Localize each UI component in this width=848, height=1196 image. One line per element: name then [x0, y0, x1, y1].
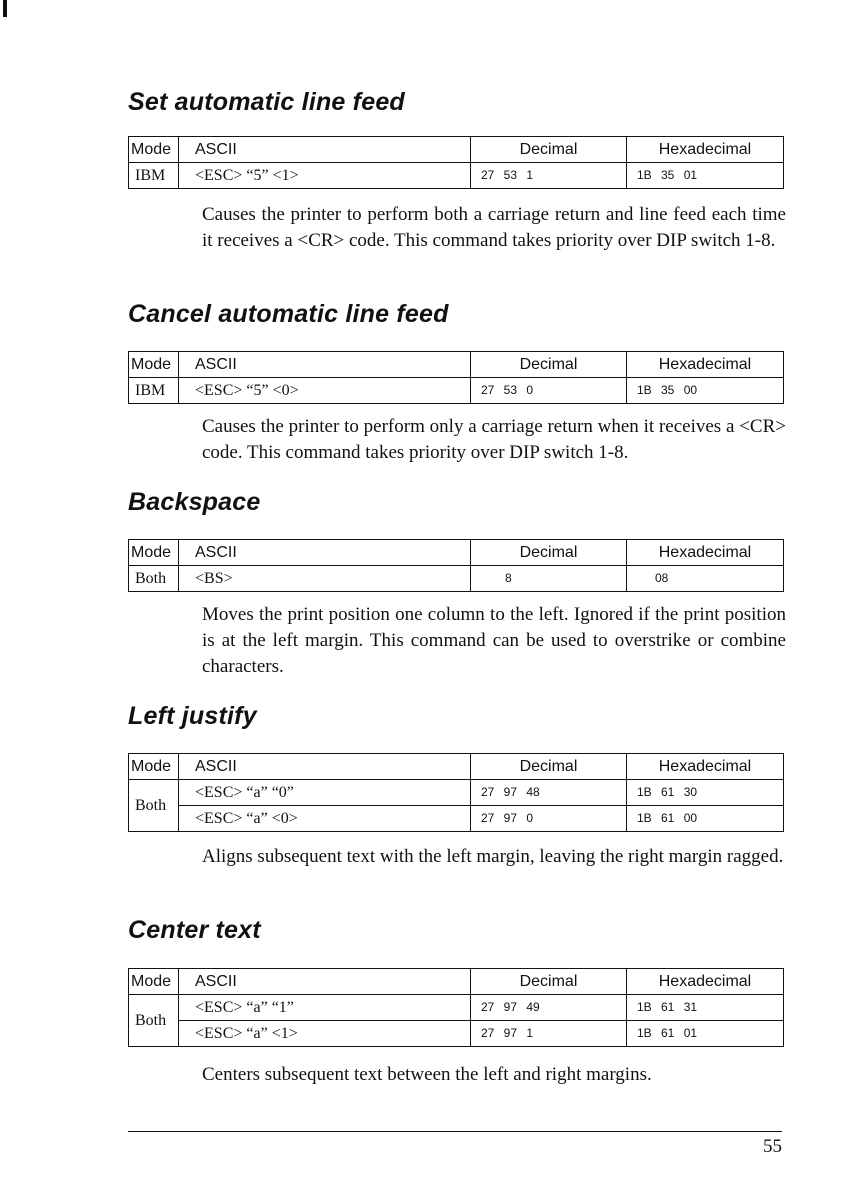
header-ascii: ASCII: [179, 754, 471, 780]
header-mode: Mode: [129, 352, 179, 378]
mode-cell: Both: [129, 566, 179, 592]
decimal-cell: 8: [471, 566, 627, 592]
header-mode: Mode: [129, 969, 179, 995]
header-mode: Mode: [129, 137, 179, 163]
ascii-cell: <ESC> “a” <0>: [179, 806, 471, 832]
table-row: [129, 995, 784, 1021]
section-heading: Left justify: [128, 702, 257, 730]
header-mode: Mode: [129, 540, 179, 566]
command-table: [128, 351, 784, 404]
command-table: [128, 539, 784, 592]
table-row: [129, 163, 784, 189]
ascii-cell: <BS>: [179, 566, 471, 592]
decimal-cell: 27 97 0: [471, 806, 627, 832]
table-header-row: [129, 969, 784, 995]
table-row: [129, 780, 784, 806]
command-table: [128, 136, 784, 189]
header-ascii: ASCII: [179, 540, 471, 566]
decimal-cell: 27 97 49: [471, 995, 627, 1021]
table-header-row: [129, 137, 784, 163]
hex-cell: 1B 61 01: [627, 1021, 784, 1047]
mode-cell: Both: [129, 995, 179, 1047]
mode-cell: IBM: [129, 378, 179, 404]
hex-cell: 1B 35 01: [627, 163, 784, 189]
section-backspace: [128, 486, 786, 677]
header-hex: Hexadecimal: [627, 137, 784, 163]
section-left-justify: [128, 700, 784, 867]
section-heading: Cancel automatic line feed: [128, 300, 449, 328]
table-header-row: [129, 352, 784, 378]
ascii-cell: <ESC> “5” <0>: [179, 378, 471, 404]
header-ascii: ASCII: [179, 969, 471, 995]
section-center-text: [128, 914, 784, 1085]
header-decimal: Decimal: [471, 137, 627, 163]
footer-rule: [128, 1131, 782, 1132]
header-decimal: Decimal: [471, 352, 627, 378]
header-decimal: Decimal: [471, 969, 627, 995]
section-heading: Center text: [128, 916, 261, 944]
header-hex: Hexadecimal: [627, 540, 784, 566]
command-table: [128, 968, 784, 1047]
ascii-cell: <ESC> “a” “0”: [179, 780, 471, 806]
table-header-row: [129, 540, 784, 566]
mode-cell: IBM: [129, 163, 179, 189]
header-mode: Mode: [129, 754, 179, 780]
section-description: Moves the print position one column to the left. Ignored if the print position is at the left margin. This command can be used to overstrike or combine characters.: [202, 604, 786, 677]
section-description: Aligns subsequent text with the left margin, leaving the right margin ragged.: [202, 846, 784, 867]
mode-cell: Both: [129, 780, 179, 832]
table-row: [129, 1021, 784, 1047]
ascii-cell: <ESC> “a” <1>: [179, 1021, 471, 1047]
header-hex: Hexadecimal: [627, 352, 784, 378]
section-description: Causes the printer to perform both a carriage return and line feed each time it receives a <CR> code. This command takes priority over DIP switch 1-8.: [202, 204, 786, 251]
page-edge-mark: [3, 0, 7, 17]
header-decimal: Decimal: [471, 540, 627, 566]
decimal-cell: 27 53 0: [471, 378, 627, 404]
header-hex: Hexadecimal: [627, 754, 784, 780]
decimal-cell: 27 97 1: [471, 1021, 627, 1047]
header-hex: Hexadecimal: [627, 969, 784, 995]
hex-cell: 1B 61 30: [627, 780, 784, 806]
header-decimal: Decimal: [471, 754, 627, 780]
decimal-cell: 27 97 48: [471, 780, 627, 806]
ascii-cell: <ESC> “a” “1”: [179, 995, 471, 1021]
table-row: [129, 806, 784, 832]
section-cancel-automatic-line-feed: [128, 298, 786, 463]
page-number: 55: [763, 1136, 782, 1157]
header-ascii: ASCII: [179, 137, 471, 163]
section-heading: Set automatic line feed: [128, 88, 405, 116]
header-ascii: ASCII: [179, 352, 471, 378]
section-description: Causes the printer to perform only a carriage return when it receives a <CR> code. This command takes priority over DIP switch 1-8.: [202, 416, 786, 463]
section-set-automatic-line-feed: [128, 86, 786, 251]
hex-cell: 08: [627, 566, 784, 592]
table-row: [129, 378, 784, 404]
table-row: [129, 566, 784, 592]
hex-cell: 1B 61 00: [627, 806, 784, 832]
hex-cell: 1B 35 00: [627, 378, 784, 404]
hex-cell: 1B 61 31: [627, 995, 784, 1021]
section-description: Centers subsequent text between the left and right margins.: [202, 1064, 652, 1085]
ascii-cell: <ESC> “5” <1>: [179, 163, 471, 189]
command-table: [128, 753, 784, 832]
decimal-cell: 27 53 1: [471, 163, 627, 189]
table-header-row: [129, 754, 784, 780]
section-heading: Backspace: [128, 488, 261, 516]
